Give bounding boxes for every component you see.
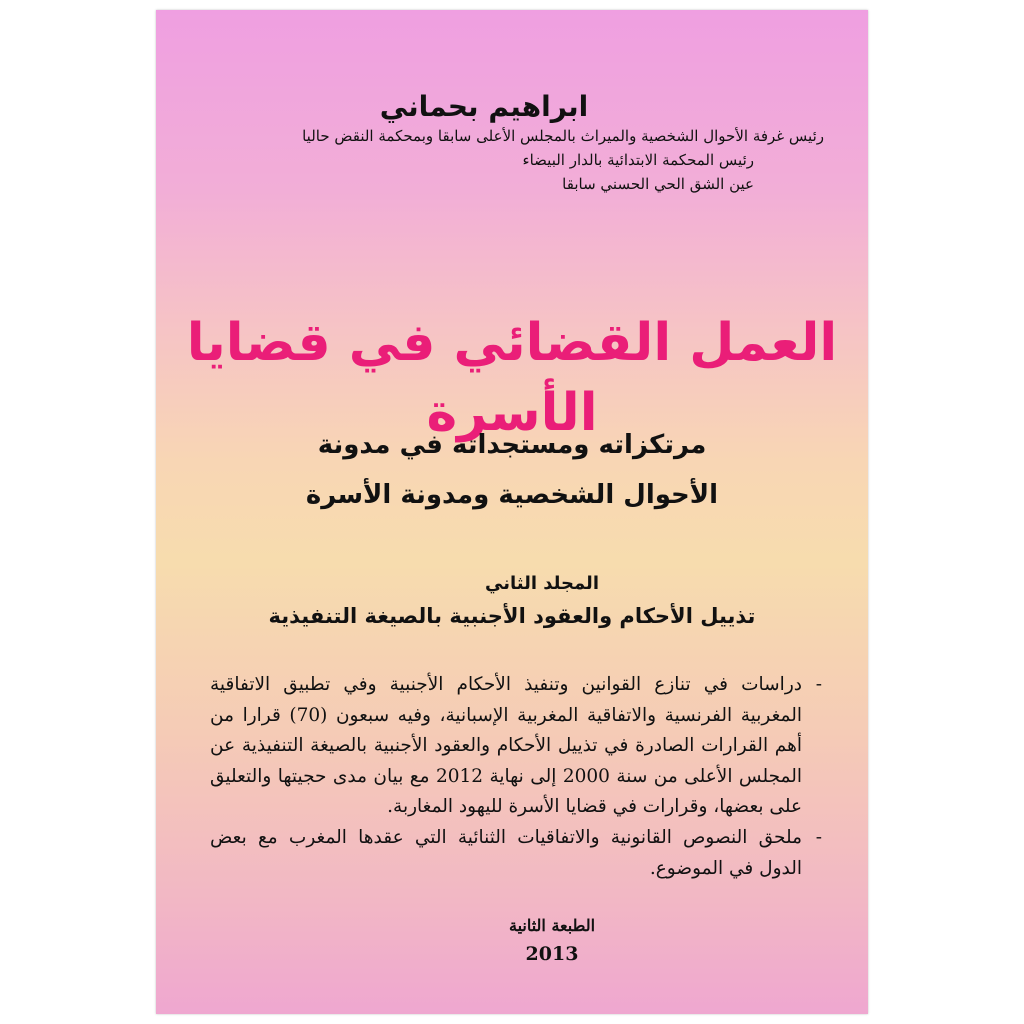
edition-label: الطبعة الثانية	[508, 916, 596, 935]
volume-block	[156, 570, 868, 634]
subtitle-line: الأحوال الشخصية ومدونة الأسرة	[305, 480, 719, 510]
author-block	[264, 90, 824, 196]
volume-title: تذييل الأحكام والعقود الأجنبية بالصيغة التنفيذية	[268, 604, 756, 628]
author-title-line: رئيس غرفة الأحوال الشخصية والميراث بالمجلس الأعلى سابقا وبمحكمة النقض حاليا	[302, 127, 824, 145]
book-subtitle	[156, 420, 868, 520]
description-item: - ملحق النصوص القانونية والاتفاقيات الثنائية التي عقدها المغرب مع بعض الدول في الموضوع.	[210, 823, 822, 884]
book-cover	[156, 10, 868, 1014]
edition-block	[156, 912, 868, 968]
author-title-line: رئيس المحكمة الابتدائية بالدار البيضاء	[522, 151, 754, 169]
subtitle-line: مرتكزاته ومستجداته في مدونة	[317, 430, 707, 460]
edition-year: 2013	[525, 943, 579, 965]
book-title: العمل القضائي في قضايا الأسرة	[186, 313, 838, 443]
author-title-line: عين الشق الحي الحسني سابقا	[562, 175, 754, 193]
description-list	[210, 670, 822, 884]
volume-label: المجلد الثاني	[485, 573, 599, 594]
description-item: - دراسات في تنازع القوانين وتنفيذ الأحكام الأجنبية وفي تطبيق الاتفاقية المغربية الفرنسية والاتفاقية المغربية الإسبانية، وفيه سبعون (70) قرارا من أهم القرارات الصادرة في تذييل الأحكام والعقود الأجنبية بالصيغة التنفيذية عن المجلس الأعلى من سنة 2000 إلى نهاية 2012 مع بيان مدى حجيتها والتعليق على بعضها، وقرارات في قضايا الأسرة لليهود المغاربة.	[210, 670, 822, 823]
author-name: ابراهيم بحماني	[379, 90, 589, 123]
